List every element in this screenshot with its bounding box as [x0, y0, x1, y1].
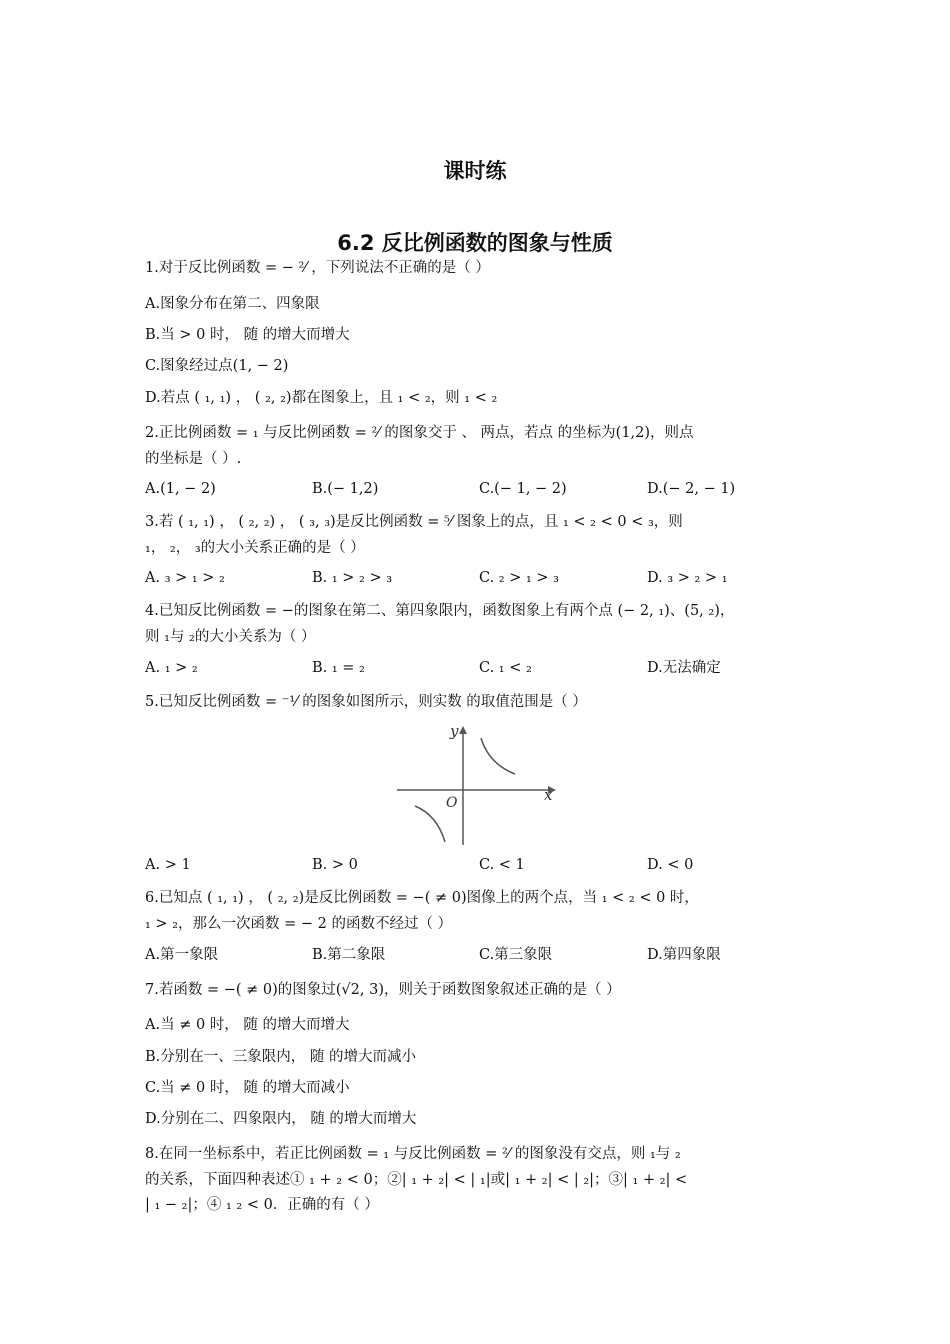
q1-stem: 1.对于反比例函数 = − ²⁄ ，下列说法不正确的是（ ） — [145, 260, 490, 276]
q1-option-b: B.当 > 0 时， 随 的增大而增大 — [145, 327, 350, 343]
q2-option-a: A.(1, − 2) — [145, 481, 216, 497]
q6-option-b: B.第二象限 — [312, 947, 386, 963]
hyperbola-graph — [393, 722, 558, 847]
q3-option-a: A. ₃ > ₁ > ₂ — [145, 570, 225, 586]
q7-option-c: C.当 ≠ 0 时， 随 的增大而减小 — [145, 1080, 350, 1096]
q1-option-a: A.图象分布在第二、四象限 — [145, 296, 320, 312]
q5-stem: 5.已知反比例函数 = ⁻¹⁄ 的图象如图所示，则实数 的取值范围是（ ） — [145, 694, 587, 710]
q4-stem-line2: 则 ₁与 ₂的大小关系为（ ） — [145, 629, 316, 645]
q5-option-a: A. > 1 — [145, 857, 191, 873]
q7-option-b: B.分别在一、三象限内， 随 的增大而减小 — [145, 1049, 416, 1065]
q7-option-d: D.分别在二、四象限内， 随 的增大而增大 — [145, 1111, 417, 1127]
hyperbola-branch-q1 — [481, 738, 515, 774]
q4-stem-line1: 4.已知反比例函数 = −的图象在第二、第四象限内，函数图象上有两个点 (− 2, ₁)、(5, ₂)， — [145, 603, 735, 619]
q6-stem-line2: ₁ > ₂，那么一次函数 = − 2 的函数不经过（ ） — [145, 916, 453, 932]
x-axis-label: x — [544, 786, 553, 804]
y-axis-label: y — [450, 722, 459, 740]
q5-option-c: C. < 1 — [479, 857, 525, 873]
q3-option-b: B. ₁ > ₂ > ₃ — [312, 570, 393, 586]
q2-stem-line1: 2.正比例函数 = ₁ 与反比例函数 = ²⁄ 的图象交于 、 两点，若点 的坐标为(1,2)，则点 — [145, 425, 694, 441]
q5-option-b: B. > 0 — [312, 857, 358, 873]
q3-option-d: D. ₃ > ₂ > ₁ — [647, 570, 728, 586]
section-title: 6.2 反比例函数的图象与性质 — [337, 231, 613, 255]
q3-stem-line2: ₁， ₂， ₃的大小关系正确的是（ ） — [145, 540, 365, 556]
q2-stem-line2: 的坐标是（ ）. — [145, 451, 242, 467]
page-title: 课时练 — [443, 159, 507, 183]
q8-stem-line3: | ₁ − ₂|；④ ₁ ₂ < 0．正确的有（ ） — [145, 1197, 379, 1213]
q3-stem-line1: 3.若 ( ₁, ₁) ， ( ₂, ₂) ， ( ₃, ₃)是反比例函数 = ⁵⁄ 图象上的点，且 ₁ < ₂ < 0 < ₃，则 — [145, 514, 683, 530]
q6-option-c: C.第三象限 — [479, 947, 553, 963]
q5-option-d: D. < 0 — [647, 857, 694, 873]
q6-option-a: A.第一象限 — [145, 947, 219, 963]
q1-option-d: D.若点 ( ₁, ₁) ， ( ₂, ₂)都在图象上，且 ₁ < ₂，则 ₁ < ₂ — [145, 390, 498, 406]
q4-option-c: C. ₁ < ₂ — [479, 660, 532, 676]
q2-option-d: D.(− 2, − 1) — [647, 481, 736, 497]
q1-option-c: C.图象经过点(1, − 2) — [145, 358, 289, 374]
q7-option-a: A.当 ≠ 0 时， 随 的增大而增大 — [145, 1017, 350, 1033]
q2-option-b: B.(− 1,2) — [312, 481, 379, 497]
q8-stem-line2: 的关系，下面四种表述① ₁ + ₂ < 0；②| ₁ + ₂| < | ₁|或| ₁ + ₂| < | ₂|；③| ₁ + ₂| < — [145, 1172, 688, 1188]
q7-stem: 7.若函数 = −( ≠ 0)的图象过(√2, 3)，则关于函数图象叙述正确的是（ ） — [145, 982, 621, 998]
q8-stem-line1: 8.在同一坐标系中，若正比例函数 = ₁ 与反比例函数 = ²⁄ 的图象没有交点，则 ₁与 ₂ — [145, 1146, 681, 1162]
q2-option-c: C.(− 1, − 2) — [479, 481, 567, 497]
q4-option-a: A. ₁ > ₂ — [145, 660, 198, 676]
q6-option-d: D.第四象限 — [647, 947, 721, 963]
q4-option-d: D.无法确定 — [647, 660, 721, 676]
origin-label: O — [446, 795, 458, 811]
q3-option-c: C. ₂ > ₁ > ₃ — [479, 570, 559, 586]
hyperbola-branch-q3 — [415, 806, 445, 842]
q6-stem-line1: 6.已知点 ( ₁, ₁) ， ( ₂, ₂)是反比例函数 = −( ≠ 0)图像上的两个点，当 ₁ < ₂ < 0 时， — [145, 890, 699, 906]
y-axis-arrow — [459, 726, 467, 734]
q4-option-b: B. ₁ = ₂ — [312, 660, 365, 676]
